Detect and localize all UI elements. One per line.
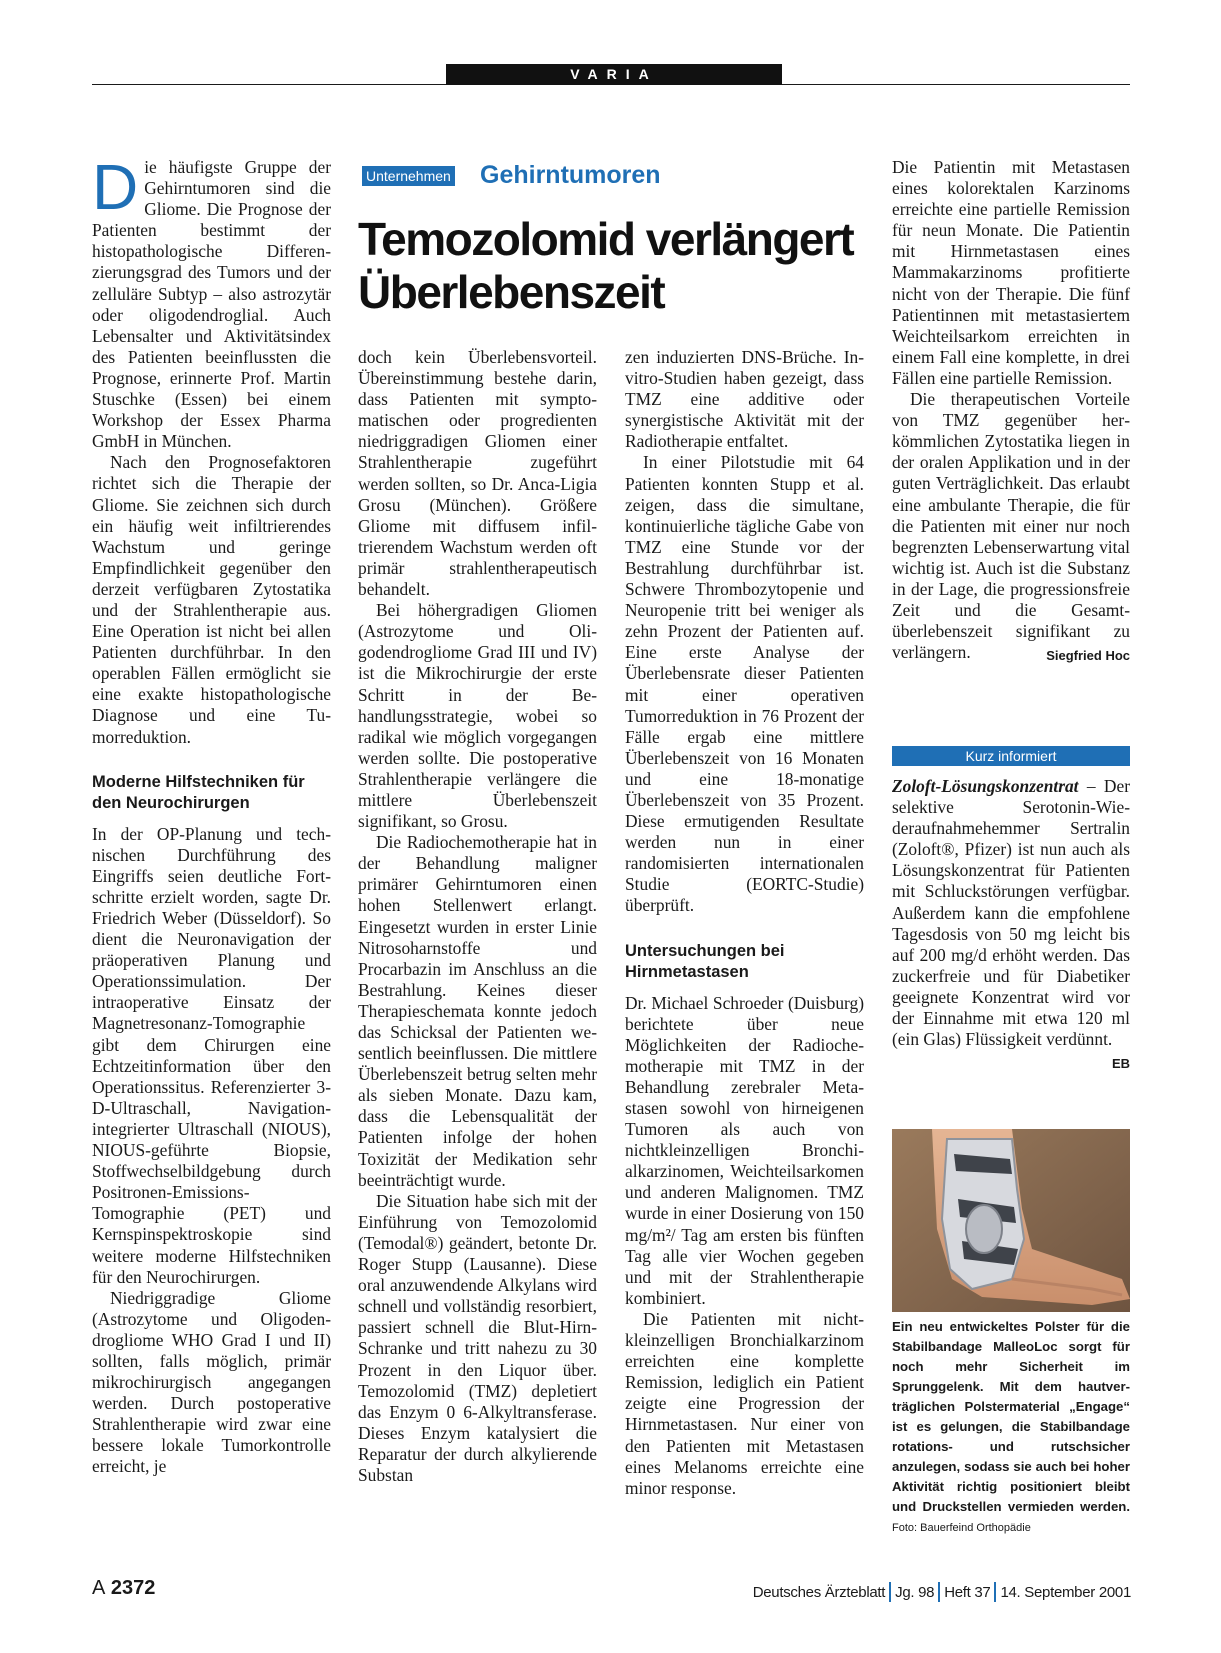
intro-paragraph [92,151,331,452]
kicker-row [362,162,882,192]
headline: Temozolomid verlängert Überlebenszeit [358,213,854,318]
separator [889,1582,891,1602]
sidebar-text [892,776,1130,1074]
issue: Heft 37 [944,1583,991,1601]
page-number [92,1577,155,1600]
paragraph: Dr. Michael Schroeder (Duisburg) berichtete über neue Möglichkeiten der Radiochemotherapie mit TMZ in der Behandlung zerebraler Metastasen sowohl von hirneigenen Tumoren als auch von nichtkleinzelligen Bronchialkarzinomen, Weichteilsarkomen und anderen Malignomen. TMZ wurde in einer Dosierung von 150 mg/m²/ Tag am ersten bis fünften Tag alle vier Wochen gegeben und mit der Strahlentherapie kombiniert. [625,992,864,1308]
page-prefix: A [92,1577,106,1599]
product-name: Zoloft-Lösungskonzentrat [892,776,1079,796]
separator [994,1582,996,1602]
sidebar-paragraph [892,776,1130,1072]
topic-title: Gehirntumoren [480,161,661,189]
drop-cap: D [92,151,139,223]
dash: – [1078,776,1104,796]
paragraph: Bei höhergradigen Gliomen (Astrozytome und Oligodendrogliome Grad III und IV) ist die Mikrochirurgie der erste Schritt in der Behandlungsstrategie, wobei so radikal wie möglich vorgegangen werden sollte. Die postoperative Strahlentherapie verlängere die mittlere Überlebenszeit signifikant, so Grosu. [358,600,597,832]
paragraph: In der OP-Planung und technischen Durchführung des Eingriffs seien deutliche Fortschritte erzielt worden, sagte Dr. Friedrich Weber (Düsseldorf). So dient die Neuronavigation der präoperativen Planung und Operationssimulation. Der intraoperative Einsatz der Magnetresonanz-Tomographie gibt dem Chirurgen eine Echtzeitinformation über den Operationssitus. Referenzierter 3-D-Ultraschall, Navigation-integrierter Ultraschall (NIOUS), NIOUS-geführte Biopsie, Stoffwechselbildgebung durch Positronen-Emissions-Tomographie (PET) und Kernspinspektroskopie sind weitere moderne Hilfstechniken für den Neurochirurgen. [92,823,331,1287]
paragraph: Die Patientin mit Metastasen eines kolorektalen Karzinoms erreichte eine partielle Remission für neun Monate. Die Patientin mit Hirnmetastasen eines Mammakarzinoms profitierte nicht von der Therapie. Die fünf Patientinnen mit metastasiertem Weichteilsarkom erreichten in einem Fall eine komplette, in drei Fällen eine partielle Remission. [892,157,1130,388]
author-initials: EB [1111,1056,1130,1072]
sidebar-body: Der selektive Serotonin-Wiederaufnahmehemmer Sertralin (Zoloft®, Pfizer) ist nun auch als Lösungskonzentrat für Patienten mit Schluckstörungen verfügbar. Außerdem kann die empfohlene Tagesdosis von 50 mg leicht bis auf 200 mg/d erhöht werden. Das zuckerfreie und für Diabetiker geeignete Konzentrat wird vor der Einnahme mit etwa 120 ml (ein Glas) Flüssigkeit verdünnt. [892,776,1130,1050]
column-4 [892,157,1130,666]
page-number-value: 2372 [110,1577,156,1599]
caption-text: Ein neu entwickeltes Polster für die Stabilbandage MalleoLoc sorgt für noch mehr Sicherheit im Sprunggelenk. Mit dem hautverträglichen Polstermaterial „Engage“ ist es gelungen, die Stabilbandage rotations- und rutschsicher anzulegen, sodass sie auch bei hoher Aktivität richtig positioniert bleibt und Druckstellen vermieden werden. [892,1319,1130,1514]
category-badge: Unternehmen [362,166,455,186]
sidebar-label: Kurz informiert [892,746,1130,766]
paragraph: zen induzierten DNS-Brüche. In-vitro-Studien haben gezeigt, dass TMZ eine additive oder synergistische Aktivität mit der Radiotherapie entfaltet. [625,347,864,452]
date: 14. September 2001 [1000,1583,1131,1601]
paragraph-text: Die therapeutischen Vorteile von TMZ gegenüber herkömmlichen Zytostatika liegen in der oralen Applikation und in der guten Verträglichkeit. Das erlaubt eine ambulante Therapie, die für die Patienten mit einer nur noch begrenzten Lebenserwartung vital wichtig ist. Auch ist die Substanz in der Lage, die progressionsfreie Zeit und die Gesamtüberlebenszeit signifikant zu verlängern. [892,389,1130,663]
column-3 [625,347,864,1499]
paragraph: doch kein Überlebensvorteil. Übereinstimmung bestehe darin, dass Patienten mit symptomatischen oder progredienten niedriggradigen Gliomen einer Strahlentherapie zugeführt werden sollten, so Dr. Anca-Ligia Grosu (München). Größere Gliome mit diffusem infiltrierendem Wachstum werden oft primär strahlentherapeutisch behandelt. [358,347,597,600]
column-2 [358,347,597,1486]
photo-credit: Foto: Bauerfeind Orthopädie [892,1522,1031,1534]
paragraph [892,389,1130,663]
column-1 [92,151,331,1478]
subheading: Untersuchungen bei Hirnmetastasen [625,941,785,981]
separator [938,1582,940,1602]
footer [753,1582,1131,1602]
paragraph: In einer Pilotstudie mit 64 Patienten konnten Stupp et al. zeigen, dass die simultane, kontinuierliche tägliche Gabe von TMZ eine Stunde vor der Bestrahlung durchführbar ist. Schwere Thrombozytopenie und Neuropenie tritt bei weniger als zehn Prozent der Patienten auf. Eine erste Analyse der Überlebensrate dieser Patienten mit einer operativen Tumorreduktion in 76 Prozent der Fälle ergab eine mittlere Überlebenszeit von 16 Monaten und eine 18-monatige Überlebenszeit von 35 Prozent. Diese ermutigenden Resultate werden nun in einer randomisierten internationalen Studie (EORTC-Studie) überprüft. [625,452,864,916]
paragraph: Die Radiochemotherapie hat in der Behandlung maligner primärer Gehirntumoren einen hohen Stellenwert erlangt. Eingesetzt wurden in erster Linie Nitrosoharnstoffe und Procarbazin im Anschluss an die Bestrahlung. Keines dieser Therapieschemata konnte jedoch das Schicksal der Patienten wesentlich beeinflussen. Die mittlere Überlebenszeit betrug selten mehr als sieben Monate. Dazu kam, dass die Lebensqualität der Patienten infolge der hohen Toxizität der Medikation sehr beeinträchtigt wurde. [358,832,597,1190]
paragraph: Die Situation habe sich mit der Einführung von Temozolomid (Temodal®) geändert, betonte Dr. Roger Stupp (Lausanne). Diese oral anzuwendende Alkylans wird schnell und vollständig resorbiert, passiert schnell die Blut-Hirn-Schranke und tritt nahezu zu 30 Prozent in den Liquor über. Temozolomid (TMZ) depletiert das Enzym 0 6-Alkyltransferase. Dieses Enzym katalysiert die Reparatur der durch alkylierende Substan [358,1190,597,1485]
subheading: Moderne Hilfstechniken für den Neurochirurgen [92,772,305,812]
paragraph: Nach den Prognosefaktoren richtet sich die Therapie der Gliome. Sie zeichnen sich durch ein häufig weit infiltrierendes Wachstum und geringe Empfindlichkeit gegenüber den derzeit verfügbaren Zytostatika und der Strahlentherapie aus. Eine Operation ist nicht bei allen Patienten durchführbar. In den operablen Fällen ermöglicht sie eine exakte histopathologische Diagnose und eine Tumorreduktion. [92,452,331,747]
paragraph: Die Patienten mit nichtkleinzelligen Bronchialkarzinom erreichten eine komplette Remission, lediglich ein Patient zeigte eine Progression der Hirnmetastasen. Nur einer von den Patienten mit Metastasen eines Melanoms erreichte eine minor response. [625,1308,864,1498]
intro-text: ie häufigste Gruppe der Gehirntumoren sind die Gliome. Die Prognose der Patienten bestimmt der histopathologische Differenzierungsgrad des Tumors und der zelluläre Subtyp – also astrozytär oder oligodendroglial. Auch Lebensalter und Aktivitätsindex des Patienten beeinflussten die Prognose, erinnerte Prof. Martin Stuschke (Essen) bei einem Workshop der Essex Pharma GmbH in München. [92,157,331,452]
volume: Jg. 98 [895,1583,935,1601]
journal-name: Deutsches Ärzteblatt [752,1583,886,1601]
author-name: Siegfried Hoc [1046,648,1130,664]
photo-caption [892,1317,1130,1538]
ankle-brace-photo [892,1129,1130,1312]
section-label: VARIA [446,64,782,85]
paragraph: Niedriggradige Gliome (Astrozytome und Oligodendrogliome WHO Grad I und II) sollten, falls möglich, primär mikrochirurgisch angegangen werden. Durch postoperative Strahlentherapie wird zwar eine bessere lokale Tumorkontrolle erreicht, je [92,1287,331,1477]
